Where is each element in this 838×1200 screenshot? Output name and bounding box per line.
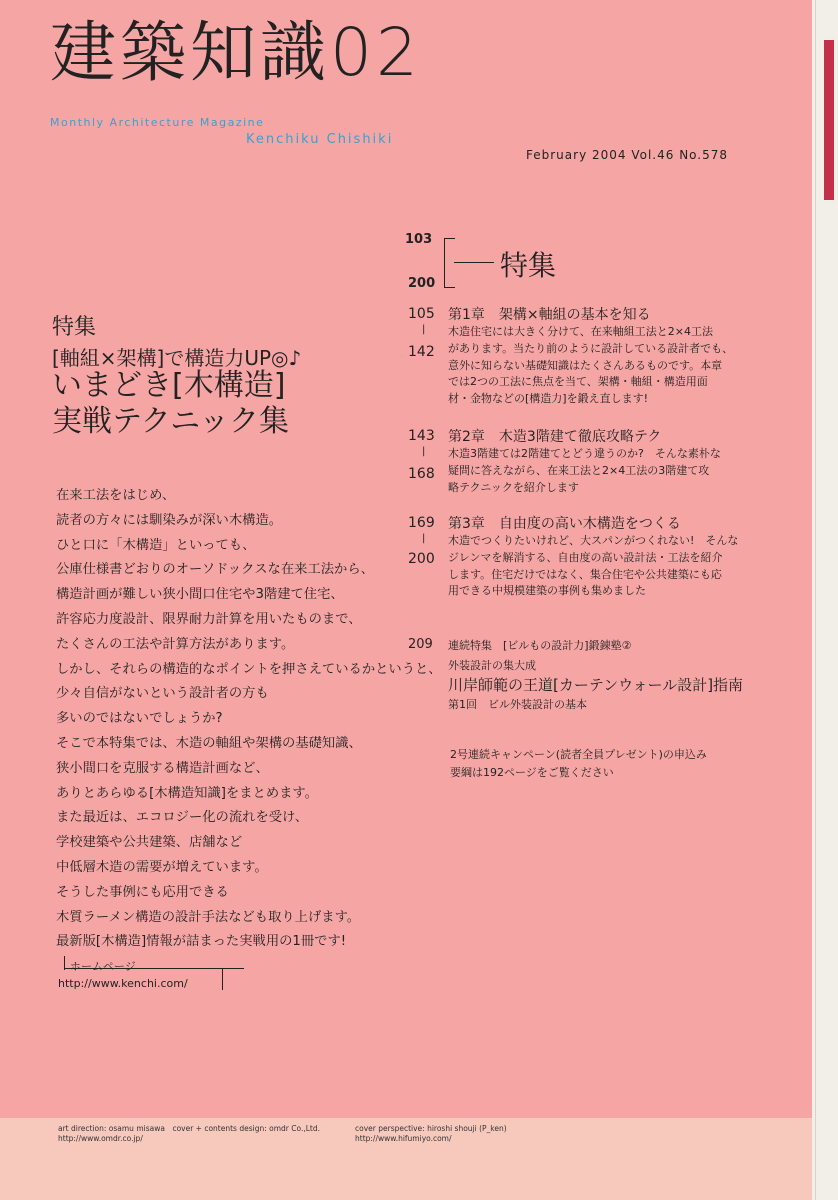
intro-line: 学校建築や公共建築、店舗など xyxy=(56,835,243,851)
chapter-2[interactable] xyxy=(408,424,758,504)
design-credit-url[interactable]: http://www.omdr.co.jp/ xyxy=(58,1134,143,1143)
intro-line: しかし、それらの構造的なポイントを押さえているかというと、 xyxy=(56,661,442,677)
intro-line: 在来工法をはじめ、 xyxy=(56,488,176,503)
chapter-1-title: 第1章 架構×軸組の基本を知る xyxy=(448,307,651,323)
intro-line: そこで本特集では、木造の軸組や架構の基礎知識、 xyxy=(56,735,362,751)
chapter-3-end-page: 200 xyxy=(408,551,435,567)
intro-line: 構造計画が難しい狭小間口住宅や3階建て住宅、 xyxy=(56,587,344,603)
serial-page-number[interactable]: 209 xyxy=(408,637,433,652)
chapter-2-start-page: 143 xyxy=(408,428,435,444)
chapter-1-desc-line: 意外に知らない基礎知識はたくさんあるものです。本章 xyxy=(448,358,723,372)
cover-credit-line: cover perspective: hiroshi shouji (P_ken) xyxy=(355,1124,507,1133)
homepage-url[interactable]: http://www.kenchi.com/ xyxy=(58,977,188,990)
chapter-3-range-bar: | xyxy=(422,533,426,544)
chapter-2-range-bar: | xyxy=(422,446,426,457)
intro-line: 許容応力度設計、限界耐力計算を用いたものまで、 xyxy=(56,611,362,627)
chapter-2-desc-line: 疑問に答えながら、在来工法と2×4工法の3階建て攻 xyxy=(448,463,710,477)
feature-headline-line-1: いまどき[木構造] xyxy=(52,368,286,403)
chapter-1-desc-line: があります。当たり前のように設計している設計者でも、 xyxy=(448,341,734,355)
feature-range-bracket xyxy=(444,238,455,288)
chapter-2-description xyxy=(448,446,721,496)
intro-line: 最新版[木構造]情報が詰まった実戦用の1冊です! xyxy=(56,934,347,950)
intro-line: そうした事例にも応用できる xyxy=(56,884,229,900)
intro-line: たくさんの工法や計算方法があります。 xyxy=(56,636,295,652)
chapter-3-start-page: 169 xyxy=(408,515,435,531)
page-edge-red-strip xyxy=(824,40,834,200)
chapter-3-desc-line: します。住宅だけではなく、集合住宅や公共建築にも応 xyxy=(448,567,722,581)
serial-line-a: 外装設計の集大成 xyxy=(448,659,536,672)
chapter-3-title: 第3章 自由度の高い木構造をつくる xyxy=(448,516,681,532)
design-credits xyxy=(58,1124,320,1144)
magazine-subtitle-romaji: Kenchiku Chishiki xyxy=(246,132,394,147)
chapter-3[interactable] xyxy=(408,511,758,606)
serial-line-c: 第1回 ビル外装設計の基本 xyxy=(448,698,587,711)
intro-line: 公庫仕様書どおりのオーソドックスな在来工法から、 xyxy=(56,562,374,578)
intro-line: 木質ラーメン構造の設計手法なども取り上げます。 xyxy=(56,909,361,925)
cover-credits xyxy=(355,1124,507,1144)
chapter-1-start-page: 105 xyxy=(408,306,435,322)
cover-credit-url[interactable]: http://www.hifumiyo.com/ xyxy=(355,1134,452,1143)
page-edge-line xyxy=(815,0,816,1200)
chapter-2-desc-line: 木造3階建ては2階建てとどう違うのか? そんな素朴な xyxy=(448,447,721,460)
chapter-1-description xyxy=(448,324,733,408)
intro-line: 中低層木造の需要が増えています。 xyxy=(56,859,268,875)
issue-info: February 2004 Vol.46 No.578 xyxy=(526,148,729,162)
design-credit-line: art direction: osamu misawa cover + contents design: omdr Co.,Ltd. xyxy=(58,1124,320,1133)
serial-title[interactable]: 川岸師範の王道[カーテンウォール設計]指南 xyxy=(448,676,744,694)
chapter-3-description xyxy=(448,533,738,600)
intro-line: 読者の方々には馴染みが深い木構造。 xyxy=(56,512,283,528)
chapter-1-desc-line: 材・金物などの[構造力]を鍛え直します! xyxy=(448,392,648,406)
feature-range-start: 103 xyxy=(405,232,433,247)
chapter-1-desc-line: 木造住宅には大きく分けて、在来軸組工法と2×4工法 xyxy=(448,325,713,338)
feature-section-label: 特集 xyxy=(500,249,557,282)
chapter-1-end-page: 142 xyxy=(408,344,435,360)
serial-kicker: 連続特集 [ビルもの設計力]鍛錬塾② xyxy=(448,639,632,652)
campaign-line-2: 要綱は192ページをご覧ください xyxy=(450,766,614,779)
magazine-subtitle-en: Monthly Architecture Magazine xyxy=(50,116,265,129)
chapter-3-desc-line: 用できる中規模建築の事例も集めました xyxy=(448,584,646,598)
intro-text xyxy=(56,484,442,955)
intro-line: 多いのではないでしょうか? xyxy=(56,711,223,727)
feature-sub-headline: [軸組×架構]で構造力UP◎♪ xyxy=(52,346,302,370)
homepage-tick-right xyxy=(222,968,223,990)
feature-range-end: 200 xyxy=(408,276,436,291)
chapter-3-desc-line: 木造でつくりたいけれど、大スパンがつくれない! そんな xyxy=(448,534,739,547)
chapter-2-end-page: 168 xyxy=(408,466,435,482)
chapter-2-title: 第2章 木造3階建て徹底攻略テク xyxy=(448,429,662,445)
intro-line: 少々自信がないという設計者の方も xyxy=(56,686,269,702)
magazine-title: 建築知識02 xyxy=(50,14,422,91)
intro-line: 狭小間口を克服する構造計画など、 xyxy=(56,760,269,776)
chapter-1-range-bar: | xyxy=(422,324,426,335)
chapter-3-desc-line: ジレンマを解消する、自由度の高い設計法・工法を紹介 xyxy=(448,550,723,564)
intro-line: また最近は、エコロジー化の流れを受け、 xyxy=(56,810,309,826)
homepage-label: ホームページ xyxy=(70,960,136,973)
feature-headline xyxy=(52,368,289,440)
feature-kicker: 特集 xyxy=(52,315,97,340)
feature-headline-line-2: 実戦テクニック集 xyxy=(52,404,289,439)
chapter-1-desc-line: では2つの工法に焦点を当て、架構・軸組・構造用面 xyxy=(448,375,708,389)
chapter-2-desc-line: 略テクニックを紹介します xyxy=(448,480,579,494)
feature-range-connector xyxy=(454,262,494,263)
intro-line: ありとあらゆる[木構造知識]をまとめます。 xyxy=(56,785,318,801)
campaign-line-1: 2号連続キャンペーン(読者全員プレゼント)の申込み xyxy=(450,748,707,761)
intro-line: ひと口に「木構造」といっても、 xyxy=(56,537,256,553)
chapter-1[interactable] xyxy=(408,302,758,412)
